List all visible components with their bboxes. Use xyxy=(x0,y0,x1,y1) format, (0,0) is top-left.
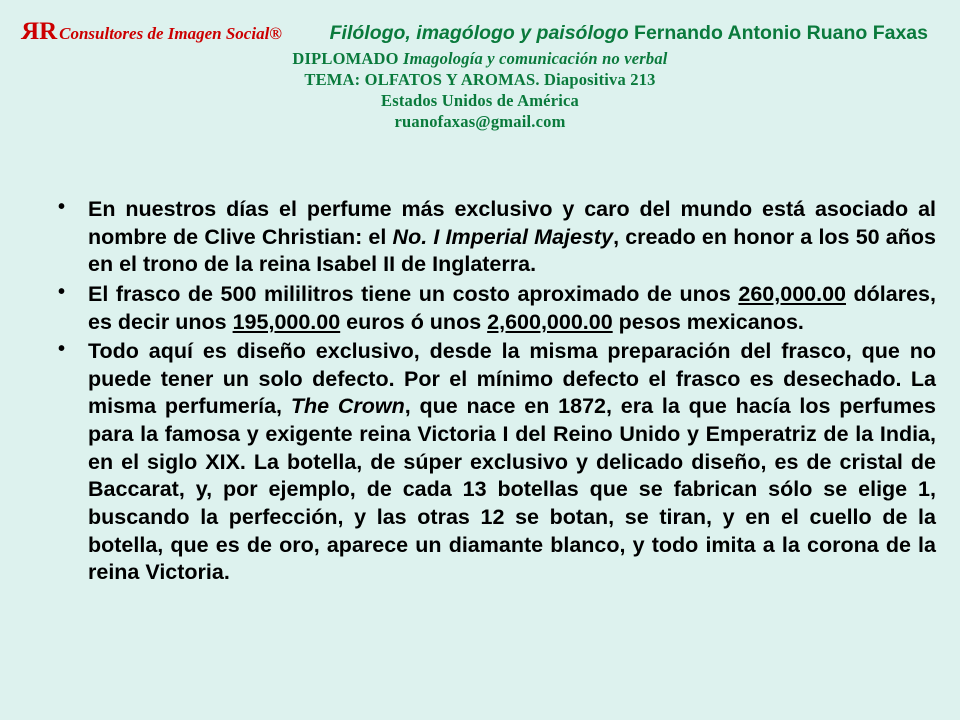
logo-text: Consultores de Imagen Social® xyxy=(59,24,282,43)
slide-header xyxy=(0,0,960,132)
list-item xyxy=(44,196,936,279)
text-run: , que nace en 1872, era la que hacía los perfumes para la famosa y exigente reina Victoria I del Reino Unido y Emperatriz de la India, en el siglo XIX. La botella, de súper exclusivo y delicado diseño, es de cristal de Baccarat, y, por ejemplo, de cada 13 botellas que se fabrican sólo se elige 1, buscando la perfección, y las otras 12 se botan, se tiran, y en el cuello de la botella, que es de oro, aparece un diamante blanco, y todo imita a la corona de la reina Victoria. xyxy=(88,394,936,585)
text-run: The Crown xyxy=(290,394,405,419)
header-diploma-title: Imagología y comunicación no verbal xyxy=(403,49,668,68)
list-item xyxy=(44,338,936,587)
company-logo xyxy=(22,18,282,46)
author-line xyxy=(330,22,928,45)
text-run: El frasco de 500 mililitros tiene un costo aproximado de unos xyxy=(88,281,739,306)
header-country-row: Estados Unidos de América xyxy=(381,91,579,111)
logo-mark-right-letter: R xyxy=(39,18,57,45)
author-name: Fernando Antonio Ruano Faxas xyxy=(634,22,928,44)
text-run: euros ó unos xyxy=(340,309,488,334)
text-run: Todo aquí es diseño exclusivo, desde la misma preparación del frasco, que no puede tener un solo defecto. Por el mínimo defecto el frasco es desechado. La misma perfumería, xyxy=(88,339,936,419)
text-run: dólares, es decir unos xyxy=(88,281,936,334)
text-run: No. I Imperial Majesty xyxy=(392,224,614,249)
header-top-row xyxy=(0,18,960,46)
header-subtitle-block xyxy=(0,48,960,132)
text-run: 260,000.00 xyxy=(738,281,846,306)
text-run: , creado en honor a los 50 años en el trono de la reina Isabel II de Inglaterra. xyxy=(88,224,936,277)
header-diploma-label: DIPLOMADO xyxy=(292,49,399,68)
logo-mark xyxy=(22,18,56,46)
text-run: 2,600,000.00 xyxy=(487,309,613,334)
slide-body xyxy=(44,196,936,589)
text-run: pesos mexicanos. xyxy=(612,309,804,334)
text-run: 195,000.00 xyxy=(232,309,341,334)
list-item xyxy=(44,281,936,336)
logo-mark-left-letter: R xyxy=(22,18,40,45)
text-run: En nuestros días el perfume más exclusivo y caro del mundo está asociado al nombre de Clive Christian: el xyxy=(88,197,936,249)
header-topic-row: TEMA: OLFATOS Y AROMAS. Diapositiva 213 xyxy=(304,70,656,90)
author-role: Filólogo, imagólogo y paisólogo xyxy=(329,22,629,44)
header-diploma-row xyxy=(0,48,960,69)
bullet-list xyxy=(44,196,936,587)
header-email-row: ruanofaxas@gmail.com xyxy=(394,112,566,132)
